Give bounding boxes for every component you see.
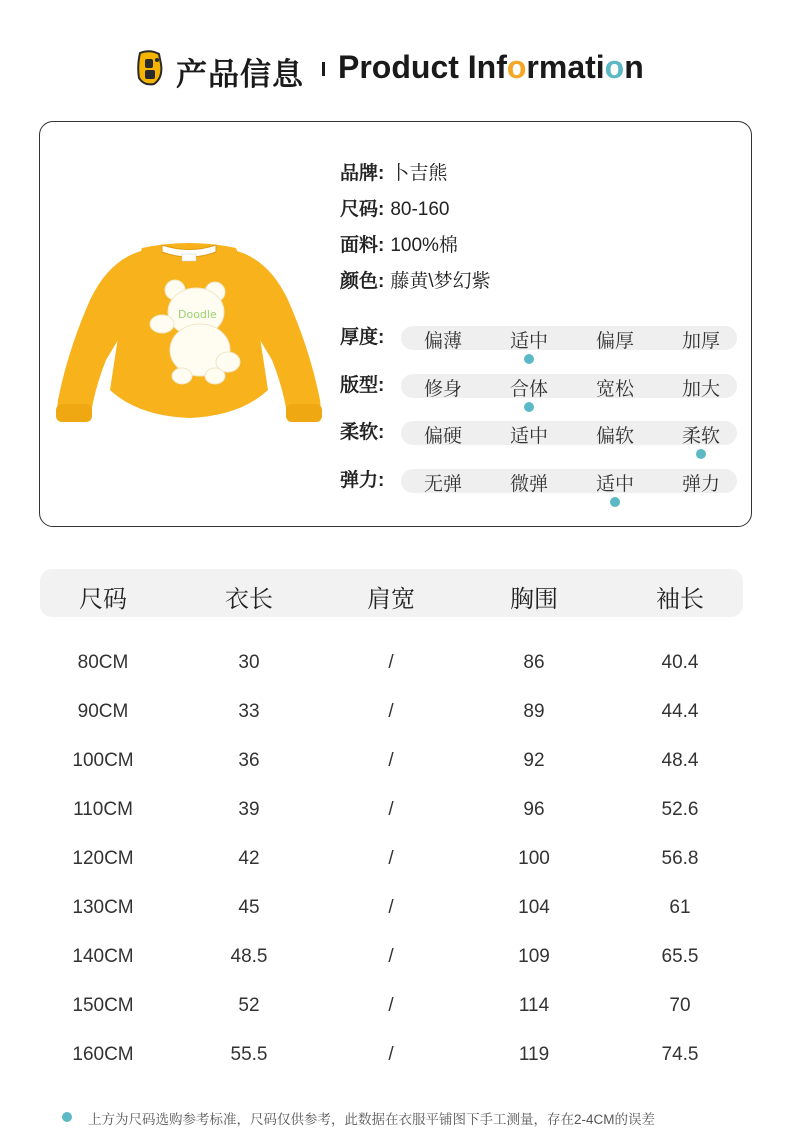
table-cell: 48.4	[661, 750, 699, 771]
page-title-en: Product Information	[338, 49, 644, 85]
scale-row	[340, 465, 740, 505]
table-cell: 40.4	[661, 652, 699, 673]
table-cell: 104	[518, 897, 550, 918]
scale-option: 微弹	[509, 474, 548, 495]
table-column-header: 袖长	[656, 586, 704, 613]
scale-option: 宽松	[595, 379, 634, 400]
table-column-header: 衣长	[225, 586, 273, 613]
scale-option: 修身	[423, 379, 462, 400]
scale-option: 偏硬	[423, 426, 462, 447]
attr-size: 尺码: 80-160	[340, 199, 450, 220]
scale-row	[340, 417, 740, 457]
scale-option: 加大	[681, 379, 720, 400]
table-cell: /	[388, 848, 394, 869]
attr-brand: 品牌: 卜吉熊	[340, 163, 448, 184]
scale-option: 无弹	[423, 474, 462, 495]
table-cell: 52.6	[661, 799, 699, 820]
scale-label: 厚度:	[340, 327, 385, 348]
scale-indicator-dot	[524, 402, 534, 412]
bear-logo-icon	[136, 50, 164, 86]
scale-option: 偏厚	[595, 331, 634, 352]
table-cell: /	[388, 701, 394, 722]
scale-option: 适中	[509, 331, 548, 352]
scale-label: 弹力:	[340, 470, 385, 491]
table-cell: 119	[518, 1044, 550, 1065]
table-cell: 80CM	[77, 652, 129, 673]
table-cell: 110CM	[73, 799, 133, 820]
table-row	[0, 848, 790, 878]
table-cell: 74.5	[661, 1044, 699, 1065]
table-column-header: 尺码	[79, 586, 127, 613]
table-row	[0, 995, 790, 1025]
scale-option: 偏薄	[423, 331, 462, 352]
page-title-cn: 产品信息	[176, 57, 304, 92]
table-cell: 30	[238, 652, 260, 673]
table-cell: 120CM	[72, 848, 134, 869]
table-cell: 42	[238, 848, 260, 869]
scale-option: 适中	[595, 474, 634, 495]
scale-label: 柔软:	[340, 422, 385, 443]
table-cell: /	[388, 799, 394, 820]
scale-indicator-dot	[524, 354, 534, 364]
table-column-header: 肩宽	[367, 586, 415, 613]
scale-option: 弹力	[681, 474, 720, 495]
table-cell: 130CM	[72, 897, 134, 918]
attr-fabric: 面料: 100%棉	[340, 235, 458, 256]
table-cell: 114	[518, 995, 550, 1016]
table-cell: 48.5	[230, 946, 268, 967]
attr-color: 颜色: 藤黄\梦幻紫	[340, 271, 491, 292]
table-cell: /	[388, 946, 394, 967]
table-cell: 96	[523, 799, 545, 820]
table-row	[0, 946, 790, 976]
sweatshirt-image	[50, 240, 326, 430]
scale-row	[340, 322, 740, 362]
scale-option: 偏软	[595, 426, 634, 447]
table-cell: 36	[238, 750, 260, 771]
table-cell: 89	[523, 701, 545, 722]
scale-track	[401, 326, 737, 350]
title-divider	[322, 62, 325, 76]
table-cell: 52	[238, 995, 260, 1016]
scale-track	[401, 469, 737, 493]
table-cell: /	[388, 1044, 394, 1065]
table-cell: 140CM	[72, 946, 134, 967]
scale-row	[340, 370, 740, 410]
note-bullet-icon	[62, 1112, 72, 1122]
table-row	[0, 652, 790, 682]
table-cell: 44.4	[661, 701, 699, 722]
table-cell: 92	[523, 750, 545, 771]
table-cell: 55.5	[230, 1044, 268, 1065]
scale-label: 版型:	[340, 375, 385, 396]
table-cell: 39	[238, 799, 260, 820]
table-cell: 109	[518, 946, 550, 967]
table-row	[0, 1044, 790, 1074]
table-cell: /	[388, 750, 394, 771]
table-cell: 160CM	[72, 1044, 134, 1065]
table-cell: 100CM	[72, 750, 134, 771]
table-row	[0, 750, 790, 780]
table-cell: 56.8	[661, 848, 699, 869]
table-cell: /	[388, 995, 394, 1016]
scale-option: 适中	[509, 426, 548, 447]
scale-option: 加厚	[681, 331, 720, 352]
scale-option: 合体	[509, 379, 548, 400]
table-column-header: 胸围	[510, 586, 558, 613]
table-cell: 65.5	[661, 946, 699, 967]
table-cell: 33	[238, 701, 260, 722]
scale-track	[401, 421, 737, 445]
scale-track	[401, 374, 737, 398]
table-cell: 61	[669, 897, 691, 918]
table-row	[0, 799, 790, 829]
table-row	[0, 897, 790, 927]
table-cell: 90CM	[77, 701, 129, 722]
table-cell: /	[388, 652, 394, 673]
table-cell: 150CM	[72, 995, 134, 1016]
table-cell: 70	[669, 995, 691, 1016]
scale-indicator-dot	[610, 497, 620, 507]
product-info-card	[39, 121, 752, 527]
table-cell: 86	[523, 652, 545, 673]
print-text: Doodle	[178, 308, 217, 321]
table-cell: 45	[238, 897, 260, 918]
table-cell: /	[388, 897, 394, 918]
scale-indicator-dot	[696, 449, 706, 459]
scale-option: 柔软	[681, 426, 720, 447]
table-row	[0, 701, 790, 731]
size-table-header	[40, 569, 743, 617]
table-cell: 100	[518, 848, 550, 869]
page-header	[0, 44, 790, 94]
